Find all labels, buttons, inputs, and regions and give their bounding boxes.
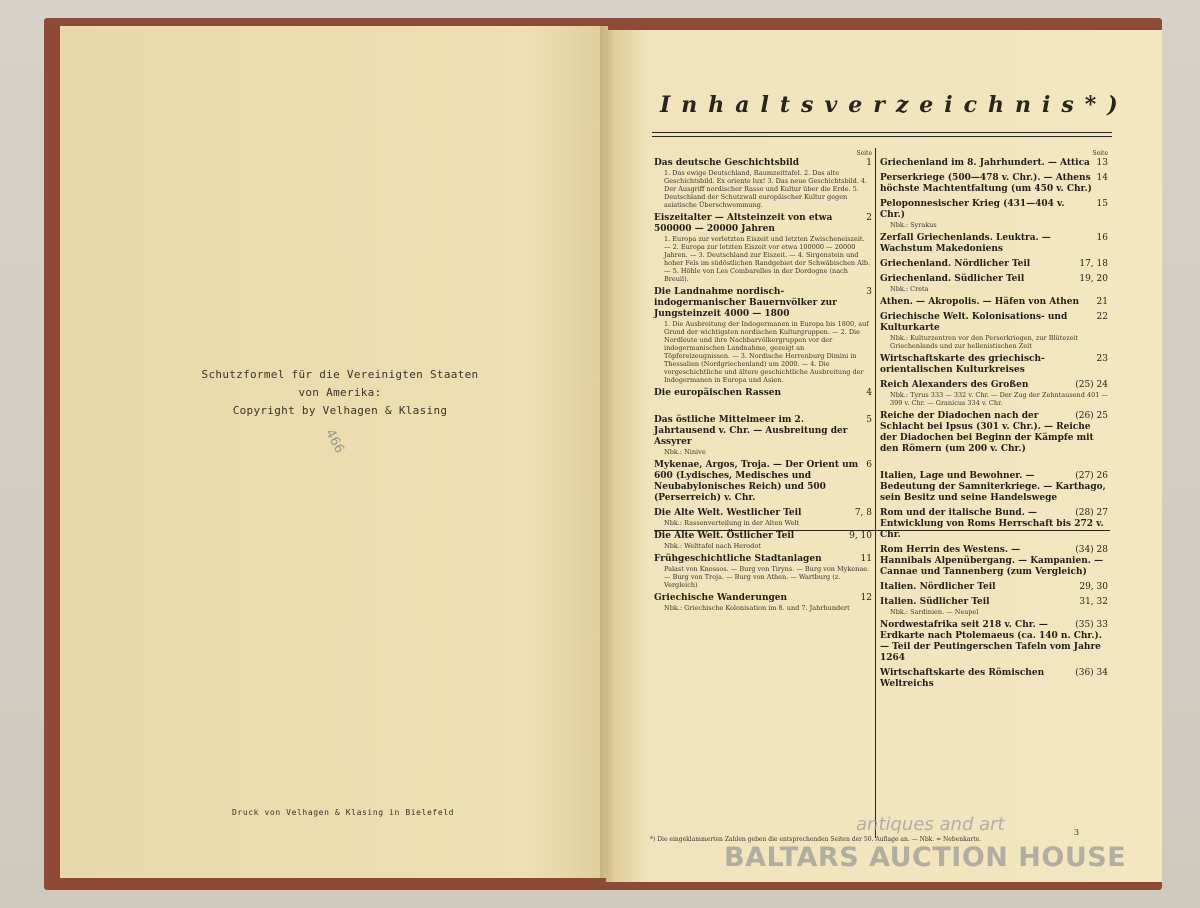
toc-entry-page: 14 <box>1096 173 1108 183</box>
seite-label: Seite <box>856 150 872 157</box>
toc-entry <box>880 158 1108 169</box>
toc-entry-page: 19, 20 <box>1079 274 1108 284</box>
toc-entry-title-text: Italien. Nördlicher Teil <box>880 582 996 592</box>
toc-entry <box>880 312 1108 350</box>
toc-heading: Inhaltsverzeichnis*) <box>660 92 1129 118</box>
book-gutter <box>600 26 614 882</box>
toc-entry <box>880 297 1108 308</box>
toc-entry-title <box>654 213 872 235</box>
toc-entry <box>880 545 1108 578</box>
toc-entry-subtitle: Nbk.: Tyrus 333 — 332 v. Chr. — Der Zug der Zehntausend 401 — 399 v. Chr. — Granicus 334 v. Chr. <box>890 391 1108 407</box>
toc-entry-page: 17, 18 <box>1079 259 1108 269</box>
toc-entry-subtitle: Nbk.: Griechische Kolonisation im 8. und 7. Jahrhundert <box>664 604 850 612</box>
toc-entry-title-text: Reich Alexanders des Großen <box>880 380 1029 390</box>
toc-entry <box>880 199 1108 229</box>
toc-entry <box>880 411 1108 455</box>
toc-entry-title-text: Griechenland. Nördlicher Teil <box>880 259 1031 269</box>
toc-entry-page: 23 <box>1096 354 1108 364</box>
toc-entry-page: 11 <box>860 554 872 564</box>
toc-entry-title-text: Die Alte Welt. Östlicher Teil <box>654 531 795 541</box>
toc-entry-title-text: Wirtschaftskarte des Römischen Weltreichs <box>880 668 1045 689</box>
toc-entry-title-text: Zerfall Griechenlands. Leuktra. — Wachstum Makedoniens <box>880 233 1051 254</box>
toc-entry-page: 7, 8 <box>854 508 872 518</box>
toc-entry <box>880 508 1108 541</box>
toc-entry <box>880 597 1108 616</box>
toc-entry-subtitle: 1. Die Ausbreitung der Indogermanen in Europa bis 1800, auf Grund der wichtigsten nordischen Kulturgruppen. — 2. Die Nordleute und ihre Nachbarvölkergruppen vor der indogermanischen Landnahme, gezeigt an Töpfereizeugnissen. — 3. Nordische Herrenburg Dimini in Thessalien (Nordgriechenland) um 2000. — 4. Die vorgeschichtliche und ältere geschichtliche Ausbreitung der Indogermanen in Europa und Asien. <box>664 320 869 384</box>
toc-entry <box>654 415 872 456</box>
toc-entry-title-text: Die Landnahme nordisch-indogermanischer Bauernvölker zur Jungsteinzeit 4000 — 1800 <box>654 287 837 319</box>
copyright-line-2: von Amerika: <box>298 386 382 399</box>
toc-entry <box>654 593 872 612</box>
toc-entry <box>654 554 872 589</box>
toc-entry-title <box>880 471 1108 504</box>
toc-entry-page: 6 <box>866 460 872 470</box>
toc-entry-page: 21 <box>1096 297 1108 307</box>
toc-entry-subtitle: 1. Europa zur vorletzten Eiszeit und letzten Zwischeneiszeit. — 2. Europa zur letzten Eiszeit vor etwa 100000 — 20000 Jahren. — 3. Deutschland zur Eiszeit. — 4. Sirgenstein und hoher Fels im südöstlichen Randgebiet der Schwäbischen Alb. — 5. Höhle von Les Combarelles in der Dordogne (nach Breuil). <box>664 235 871 283</box>
toc-entry-page: 2 <box>866 213 872 223</box>
toc-entry-subtitle: 1. Das ewige Deutschland, Raumzeittafel. 2. Das alte Geschichtsbild. Ex oriente lux! 3. Das neue Geschichtsbild. 4. Der Ausgriff nordischer Rasse und Kultur über die Erde. 5. Deutschland der Schutzwall europäischer Kultur gegen asiatische Überschwemmung. <box>664 169 868 209</box>
toc-entry-title-text: Reiche der Diadochen nach der Schlacht bei Ipsus (301 v. Chr.). — Reiche der Diadochen bei Beginn der Kämpfe mit den Römern (um 200 v. Chr.) <box>880 411 1094 454</box>
toc-entry-title <box>880 508 1108 541</box>
toc-entry-title <box>880 620 1108 664</box>
toc-entry-title-text: Italien. Südlicher Teil <box>880 597 990 607</box>
toc-entry-page: 29, 30 <box>1079 582 1108 592</box>
toc-entry <box>654 460 872 504</box>
toc-entry-title <box>880 597 1108 608</box>
section-gap <box>654 403 872 415</box>
toc-entry-title-text: Nordwestafrika seit 218 v. Chr. — Erdkarte nach Ptolemaeus (ca. 140 n. Chr.). — Teil der Peutingerschen Tafeln vom Jahre 1264 <box>880 620 1102 663</box>
toc-entry-title-text: Eiszeitalter — Altsteinzeit von etwa 500000 — 20000 Jahren <box>654 213 833 234</box>
toc-entry-title-text: Griechische Wanderungen <box>654 593 788 603</box>
toc-entry <box>654 158 872 209</box>
toc-entry-title <box>880 668 1108 690</box>
toc-entry-page: 1 <box>866 158 872 168</box>
toc-entry <box>654 213 872 283</box>
toc-entry-subtitle: Palast von Knossos. — Burg von Tiryns. — Burg von Mykenae. — Burg von Troja. — Burg von Athen. — Wartburg (z. Vergleich) <box>664 565 870 589</box>
toc-entry-title-text: Perserkriege (500—478 v. Chr.). — Athens höchste Machtentfaltung (um 450 v. Chr.) <box>880 173 1092 194</box>
toc-entry <box>880 620 1108 664</box>
toc-entry-subtitle: Nbk.: Sardinien. — Neapel <box>890 608 979 616</box>
toc-entry <box>654 388 872 399</box>
heading-rule-bottom <box>652 136 1112 137</box>
toc-entry-page: (36) 34 <box>1075 668 1108 678</box>
toc-entry-title <box>880 259 1108 270</box>
pencil-note: 466 <box>321 427 347 456</box>
toc-left-column <box>654 150 872 616</box>
toc-entry-title <box>880 312 1108 334</box>
toc-entry <box>654 287 872 384</box>
toc-entry-page: 22 <box>1096 312 1108 322</box>
toc-entry-title <box>654 158 872 169</box>
toc-entry-page: (28) 27 <box>1075 508 1108 518</box>
toc-entry-subtitle: Nbk.: Ninive <box>664 448 706 456</box>
toc-entry-title-text: Die europäischen Rassen <box>654 388 782 398</box>
toc-entry-title <box>880 545 1108 578</box>
toc-entry-page: 31, 32 <box>1079 597 1108 607</box>
copyright-line-3: Copyright by Velhagen & Klasing <box>232 404 448 417</box>
toc-entry-page: 5 <box>866 415 872 425</box>
toc-right-column <box>880 150 1108 694</box>
toc-entry <box>880 582 1108 593</box>
toc-entry-title <box>654 460 872 504</box>
toc-entry-page: 16 <box>1096 233 1108 243</box>
toc-entry <box>880 274 1108 293</box>
toc-entry-title <box>880 233 1108 255</box>
heading-rule-top <box>652 132 1112 133</box>
toc-entry-page: 12 <box>860 593 872 603</box>
toc-entry-title <box>880 380 1108 391</box>
toc-entry-title <box>880 297 1108 308</box>
toc-entry-page: (35) 33 <box>1075 620 1108 630</box>
toc-entry-title-text: Mykenae, Argos, Troja. — Der Orient um 600 (Lydisches, Medisches und Neubabylonisches Reich) und 500 (Perserreich) v. Chr. <box>654 460 859 503</box>
toc-entry-subtitle: Nbk.: Rassenverteilung in der Alten Welt <box>664 519 800 527</box>
toc-entry-title <box>880 354 1108 376</box>
toc-entry <box>880 233 1108 255</box>
toc-entry-title <box>880 582 1108 593</box>
toc-entry-title <box>654 287 872 320</box>
toc-entry-page: 4 <box>866 388 872 398</box>
toc-entry-title-text: Griechenland. Südlicher Teil <box>880 274 1025 284</box>
toc-entry-title <box>654 388 872 399</box>
toc-entry-title-text: Peloponnesischer Krieg (431—404 v. Chr.) <box>880 199 1065 220</box>
toc-entry-title-text: Rom Herrin des Westens. — Hannibals Alpenübergang. — Kampanien. — Cannae und Tannenberg (zum Vergleich) <box>880 545 1104 577</box>
watermark-logo: BALTARS AUCTION HOUSE <box>724 842 1127 873</box>
toc-entry-page: (27) 26 <box>1075 471 1108 481</box>
toc-entry-title-text: Das deutsche Geschichtsbild <box>654 158 800 168</box>
toc-entry-subtitle: Nbk.: Kulturzentren vor den Perserkriegen, zur Blütezeit Griechenlands und zur hellenistischen Zeit <box>890 334 1079 350</box>
toc-entry-title <box>654 531 872 542</box>
toc-entry-page: 13 <box>1096 158 1108 168</box>
toc-entry-title-text: Frühgeschichtliche Stadtanlagen <box>654 554 822 564</box>
toc-entry-page: (34) 28 <box>1075 545 1108 555</box>
toc-entry <box>654 508 872 527</box>
printer-imprint: Druck von Velhagen & Klasing in Bielefeld <box>232 808 455 817</box>
toc-entry-title <box>654 415 872 448</box>
toc-entry-title-text: Wirtschaftskarte des griechisch-orientalischen Kulturkreises <box>880 354 1045 375</box>
toc-entry-title <box>654 593 872 604</box>
toc-entry-title <box>880 274 1108 285</box>
copyright-line-1: Schutzformel für die Vereinigten Staaten <box>201 368 479 381</box>
toc-entry-subtitle: Nbk.: Welttafel nach Herodot <box>664 542 761 550</box>
column-divider <box>875 148 876 838</box>
toc-entry-title <box>654 554 872 565</box>
toc-entry-page: (26) 25 <box>1075 411 1108 421</box>
toc-entry-page: 3 <box>866 287 872 297</box>
toc-entry-subtitle: Nbk.: Syrakus <box>890 221 937 229</box>
toc-entry <box>880 173 1108 195</box>
toc-entry <box>880 354 1108 376</box>
toc-entry <box>880 380 1108 407</box>
toc-entry-title <box>654 508 872 519</box>
toc-entry-title-text: Griechenland im 8. Jahrhundert. — Attica <box>880 158 1090 168</box>
toc-entry-title-text: Griechische Welt. Kolonisations- und Kulturkarte <box>880 312 1068 333</box>
toc-entry-title <box>880 173 1108 195</box>
toc-entry-title-text: Rom und der italische Bund. — Entwicklung von Roms Herrschaft bis 272 v. Chr. <box>880 508 1104 540</box>
section-gap <box>880 459 1108 471</box>
toc-entry-page: (25) 24 <box>1075 380 1108 390</box>
page-number: 3 <box>1074 828 1080 837</box>
footnote: *) Die eingeklammerten Zahlen geben die entsprechenden Seiten der 50. Auflage an. — Nbk. = Nebenkarte. <box>650 836 982 843</box>
toc-entry-title-text: Das östliche Mittelmeer im 2. Jahrtausend v. Chr. — Ausbreitung der Assyrer <box>654 415 848 447</box>
toc-entry-title-text: Die Alte Welt. Westlicher Teil <box>654 508 802 518</box>
toc-entry <box>654 531 872 550</box>
toc-entry-page: 15 <box>1096 199 1108 209</box>
toc-entry-subtitle: Nbk.: Creta <box>890 285 929 293</box>
toc-entry-title-text: Athen. — Akropolis. — Häfen von Athen <box>880 297 1080 307</box>
toc-entry <box>880 259 1108 270</box>
toc-entry-page: 9, 10 <box>849 531 872 541</box>
toc-entry <box>880 471 1108 504</box>
toc-entry-title <box>880 199 1108 221</box>
watermark-tagline: antiques and art <box>856 814 1005 835</box>
toc-entry-title <box>880 158 1108 169</box>
toc-entry <box>880 668 1108 690</box>
toc-entry-title-text: Italien, Lage und Bewohner. — Bedeutung der Samniterkriege. — Karthago, sein Besitz und seine Handelswege <box>880 471 1106 503</box>
toc-entry-title <box>880 411 1108 455</box>
seite-label: Seite <box>1092 150 1108 157</box>
